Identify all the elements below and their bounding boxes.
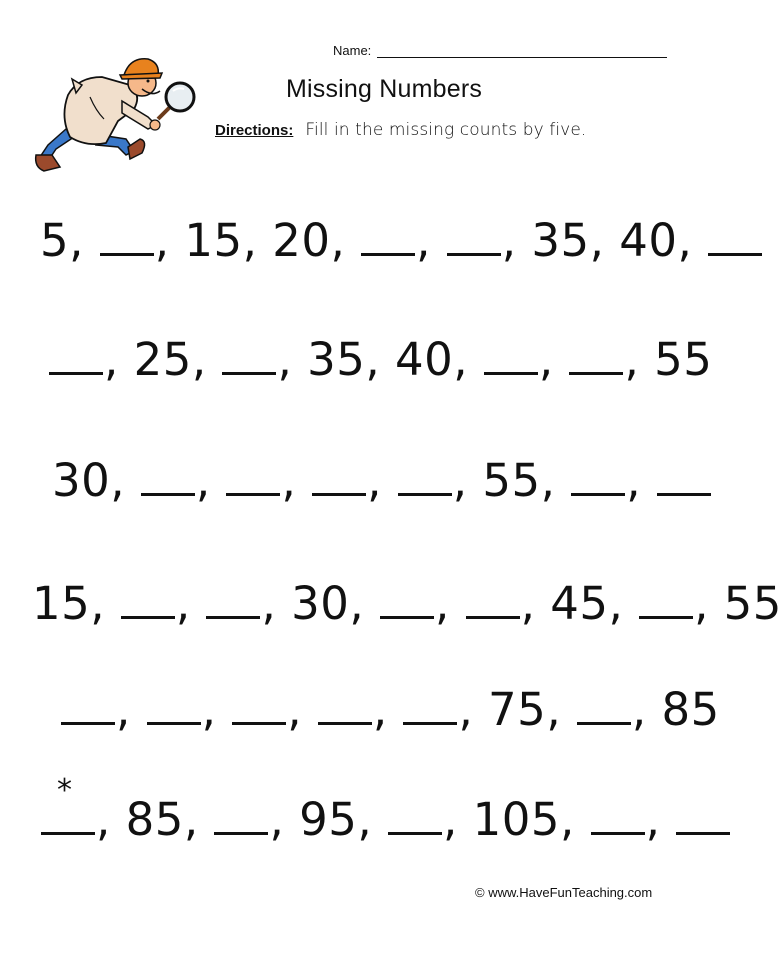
sequence-number: 15 [184, 214, 243, 267]
answer-blank[interactable] [147, 722, 201, 725]
sequence-number: 5 [40, 214, 70, 267]
sequence-number: 20 [272, 214, 331, 267]
sequence-number: 30 [52, 454, 111, 507]
answer-blank[interactable] [318, 722, 372, 725]
sequence-number: 40 [619, 214, 678, 267]
sequence-number: 85 [125, 793, 184, 846]
sequence-number: 55 [723, 577, 782, 630]
sequence-row-6: , 85, , 95, , 105, , [40, 797, 731, 842]
sequence-row-3: 30, , , , , 55, , [52, 458, 712, 503]
answer-blank[interactable] [100, 253, 154, 256]
name-line[interactable] [377, 44, 667, 58]
answer-blank[interactable] [121, 616, 175, 619]
answer-blank[interactable] [466, 616, 520, 619]
answer-blank[interactable] [676, 832, 730, 835]
directions-text: Fill in the missing counts by five. [305, 120, 587, 140]
answer-blank[interactable] [49, 372, 103, 375]
detective-illustration [30, 55, 215, 180]
answer-blank[interactable] [141, 493, 195, 496]
directions [215, 120, 586, 140]
sequence-number: 40 [394, 333, 454, 386]
sequence-number: 15 [32, 577, 91, 630]
answer-blank[interactable] [569, 372, 623, 375]
answer-blank[interactable] [222, 372, 276, 375]
answer-blank[interactable] [206, 616, 260, 619]
answer-blank[interactable] [232, 722, 286, 725]
name-row [333, 43, 667, 58]
answer-blank[interactable] [484, 372, 538, 375]
answer-blank[interactable] [388, 832, 442, 835]
challenge-star: * [57, 773, 72, 808]
answer-blank[interactable] [639, 616, 693, 619]
directions-label: Directions: [215, 122, 294, 139]
sequence-number: 85 [661, 683, 720, 736]
sequence-number: 30 [291, 577, 350, 630]
sequence-row-1: 5, , 15, 20, , , 35, 40, [40, 218, 763, 263]
sequence-number: 55 [482, 454, 541, 507]
sequence-number: 35 [307, 333, 366, 386]
answer-blank[interactable] [657, 493, 711, 496]
answer-blank[interactable] [447, 253, 501, 256]
sequence-number: 45 [550, 577, 609, 630]
sequence-row-4: 15, , , 30, , , 45, , 55 [32, 577, 782, 630]
answer-blank[interactable] [214, 832, 268, 835]
answer-blank[interactable] [708, 253, 762, 256]
sequence-number: 105 [472, 793, 560, 846]
sequence-number: 35 [531, 214, 590, 267]
answer-blank[interactable] [577, 722, 631, 725]
sequence-number: 25 [133, 333, 192, 386]
name-label: Name: [333, 43, 372, 58]
answer-blank[interactable] [571, 493, 625, 496]
answer-blank[interactable] [226, 493, 280, 496]
worksheet-title: Missing Numbers [286, 75, 483, 103]
sequence-row-5: , , , , , 75, , 85 [60, 687, 720, 732]
copyright-footer: © www.HaveFunTeaching.com [475, 885, 653, 900]
sequence-row-2: , 25, , 35, 40, , , 55 [48, 337, 712, 382]
answer-blank[interactable] [591, 832, 645, 835]
sequence-number: 75 [488, 683, 547, 736]
answer-blank[interactable] [361, 253, 415, 256]
sequence-number: 95 [299, 793, 358, 846]
sequence-number: 55 [654, 333, 713, 386]
answer-blank[interactable] [403, 722, 457, 725]
answer-blank[interactable] [41, 832, 95, 835]
answer-blank[interactable] [61, 722, 115, 725]
answer-blank[interactable] [380, 616, 434, 619]
answer-blank[interactable] [312, 493, 366, 496]
answer-blank[interactable] [398, 493, 452, 496]
